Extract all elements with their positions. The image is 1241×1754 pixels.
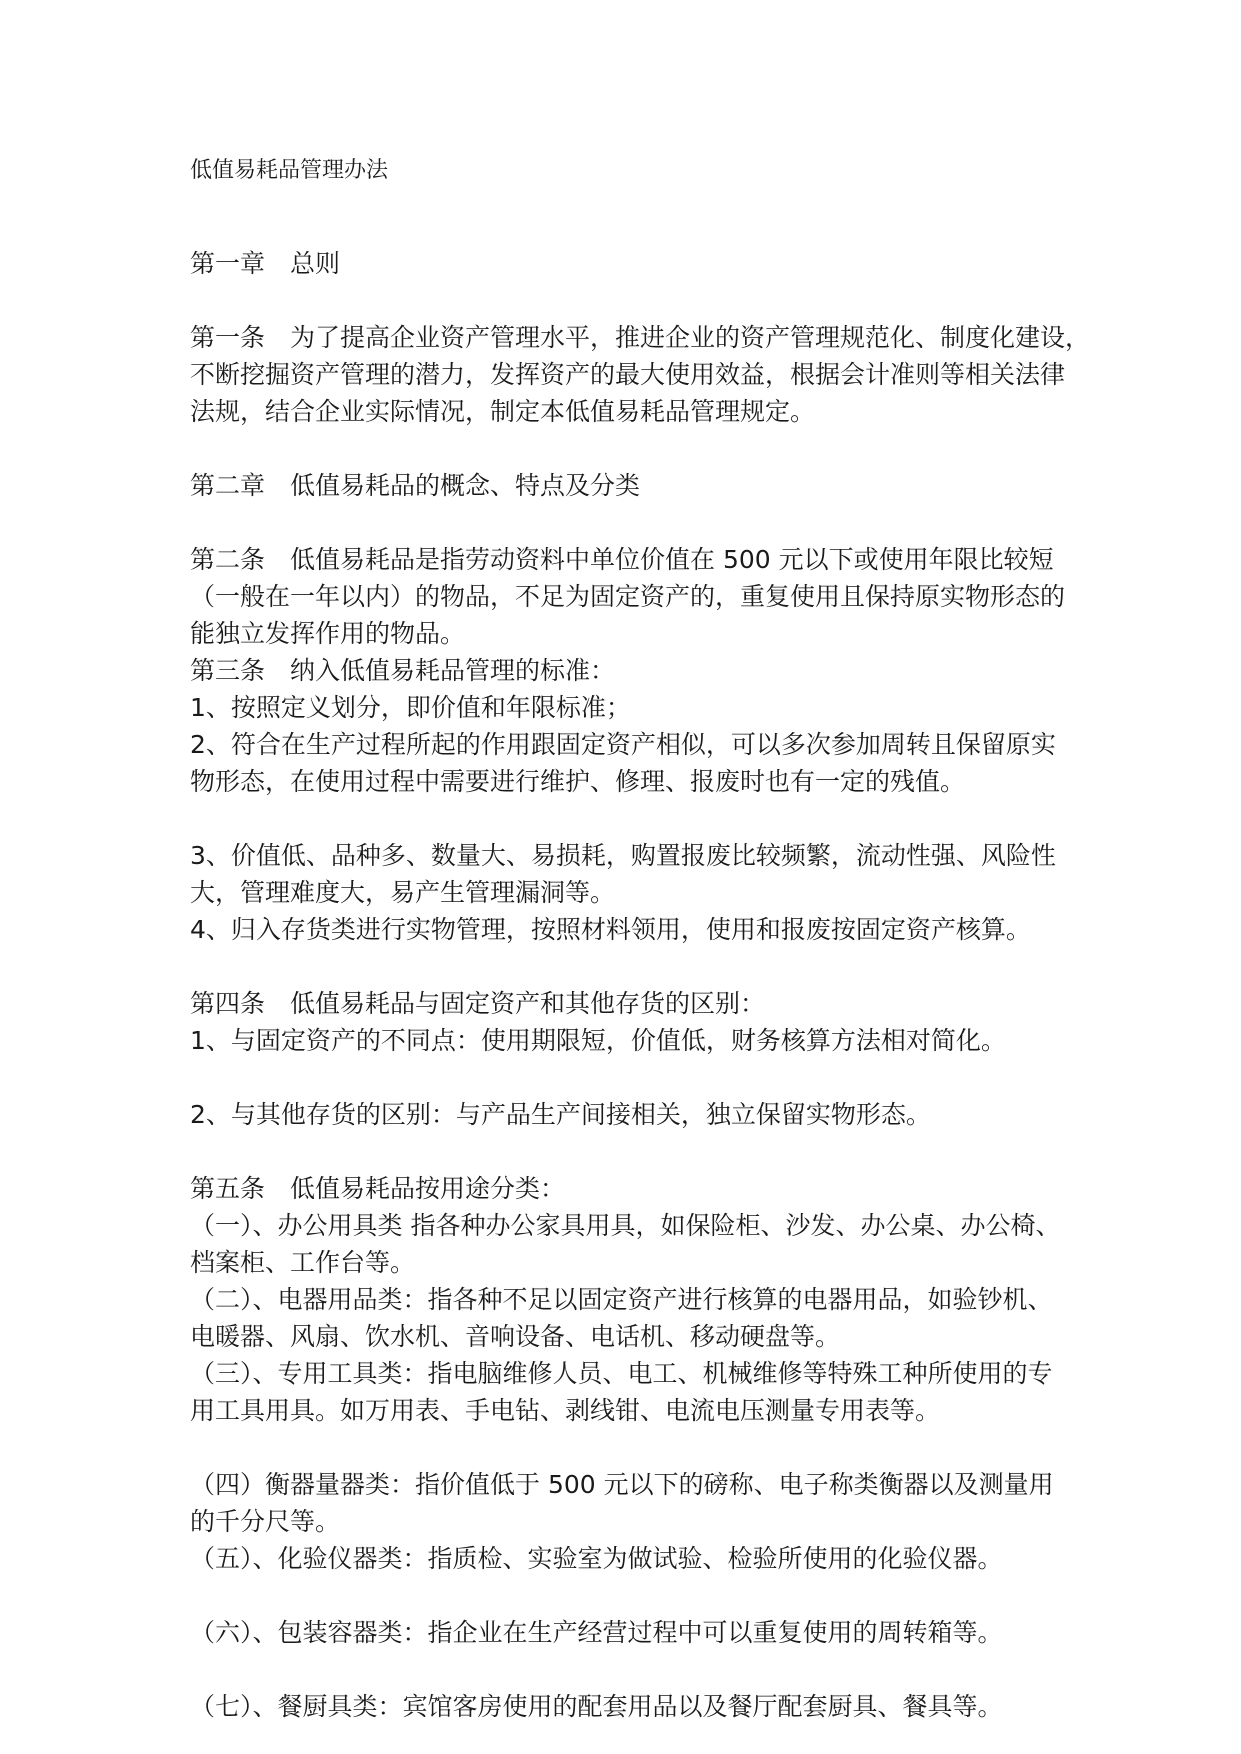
- list-item: 大，管理难度大，易产生管理漏洞等。: [190, 878, 616, 907]
- article-line: 第三条 纳入低值易耗品管理的标准：: [190, 656, 616, 685]
- list-item: （三）、专用工具类：指电脑维修人员、电工、机械维修等特殊工种所使用的专: [190, 1359, 1053, 1388]
- blank-line: [190, 504, 1070, 541]
- blank-line: [190, 282, 1070, 319]
- blank-line: [190, 1429, 1070, 1466]
- list-item: 用工具用具。如万用表、手电钻、剥线钳、电流电压测量专用表等。: [190, 1396, 941, 1425]
- list-item: （二）、电器用品类：指各种不足以固定资产进行核算的电器用品，如验钞机、: [190, 1285, 1053, 1314]
- blank-line: [190, 1133, 1070, 1170]
- article-line: 第二条 低值易耗品是指劳动资料中单位价值在 500 元以下或使用年限比较短: [190, 545, 1054, 574]
- article-line: （一般在一年以内）的物品，不足为固定资产的，重复使用且保持原实物形态的: [190, 582, 1066, 611]
- list-item: 1、按照定义划分，即价值和年限标准；: [190, 693, 631, 722]
- list-item: 物形态，在使用过程中需要进行维护、修理、报废时也有一定的残值。: [190, 767, 966, 796]
- article-line: 能独立发挥作用的物品。: [190, 619, 466, 648]
- article-line: 第一条 为了提高企业资产管理水平，推进企业的资产管理规范化、制度化建设，: [190, 323, 1091, 352]
- list-item: 的千分尺等。: [190, 1507, 341, 1536]
- chapter-heading: 第一章 总则: [190, 249, 341, 278]
- article-line: 法规，结合企业实际情况，制定本低值易耗品管理规定。: [190, 397, 816, 426]
- list-item: 4、归入存货类进行实物管理，按照材料领用，使用和报废按固定资产核算。: [190, 915, 1031, 944]
- article-line: 第五条 低值易耗品按用途分类：: [190, 1174, 566, 1203]
- blank-line: [190, 800, 1070, 837]
- blank-line: [190, 948, 1070, 985]
- list-item: 1、与固定资产的不同点：使用期限短，价值低，财务核算方法相对简化。: [190, 1026, 1006, 1055]
- article-line: 第四条 低值易耗品与固定资产和其他存货的区别：: [190, 989, 766, 1018]
- blank-line: [190, 1577, 1070, 1614]
- list-item: 2、与其他存货的区别：与产品生产间接相关，独立保留实物形态。: [190, 1100, 931, 1129]
- blank-line: [190, 1059, 1070, 1096]
- list-item: 档案柜、工作台等。: [190, 1248, 416, 1277]
- list-item: 电暖器、风扇、饮水机、音响设备、电话机、移动硬盘等。: [190, 1322, 841, 1351]
- list-item: （四）衡器量器类：指价值低于 500 元以下的磅称、电子称类衡器以及测量用: [190, 1470, 1054, 1499]
- list-item: （一）、办公用具类 指各种办公家具用具，如保险柜、沙发、办公桌、办公椅、: [190, 1211, 1061, 1240]
- list-item: （五）、化验仪器类：指质检、实验室为做试验、检验所使用的化验仪器。: [190, 1544, 1003, 1573]
- list-item: （六）、包装容器类：指企业在生产经营过程中可以重复使用的周转箱等。: [190, 1618, 1003, 1647]
- blank-line: [190, 430, 1070, 467]
- list-item: 3、价值低、品种多、数量大、易损耗，购置报废比较频繁，流动性强、风险性: [190, 841, 1056, 870]
- article-line: 不断挖掘资产管理的潜力，发挥资产的最大使用效益，根据会计准则等相关法律: [190, 360, 1066, 389]
- document-title: 低值易耗品管理办法: [190, 158, 389, 183]
- document-body: [190, 245, 1091, 1725]
- blank-line: [190, 1651, 1070, 1688]
- chapter-heading: 第二章 低值易耗品的概念、特点及分类: [190, 471, 641, 500]
- list-item: 2、符合在生产过程所起的作用跟固定资产相似，可以多次参加周转且保留原实: [190, 730, 1056, 759]
- list-item: （七）、餐厨具类：宾馆客房使用的配套用品以及餐厅配套厨具、餐具等。: [190, 1692, 1003, 1721]
